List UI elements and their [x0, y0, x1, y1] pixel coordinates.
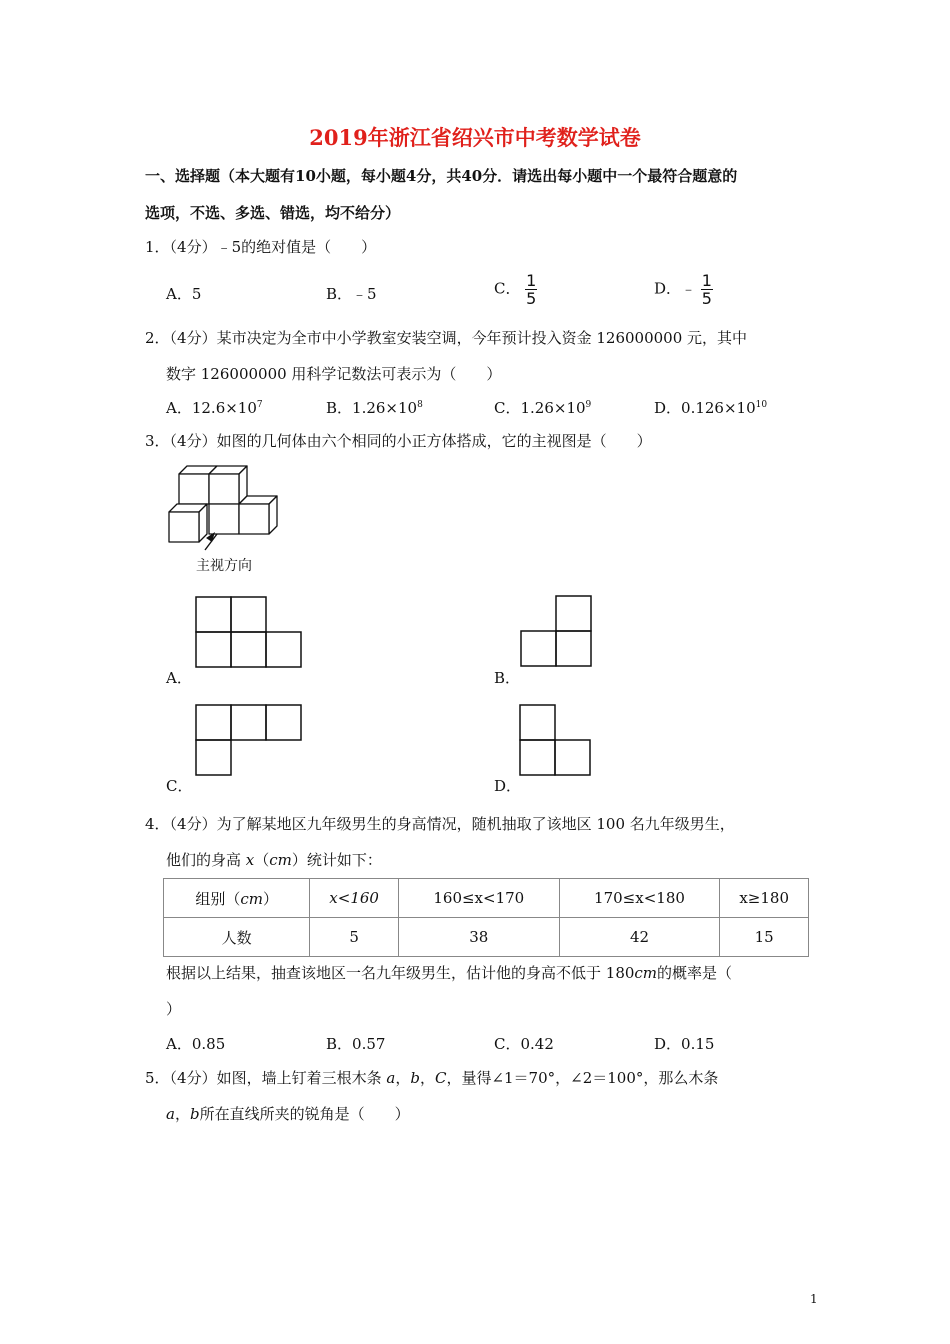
fraction-numerator: 1: [701, 271, 712, 290]
table-cell: 42: [559, 918, 720, 957]
section-heading-line2: 选项，不选、多选、错选，均不给分）: [145, 204, 401, 222]
q1-option-d-label: D．﹣: [654, 279, 697, 298]
fraction-denominator: 5: [701, 289, 712, 308]
q5-sep2: ，: [419, 1069, 435, 1087]
q2-option-d-text: D．0.126×10: [654, 399, 756, 417]
table-row: [164, 879, 809, 918]
q4-line2-text-c: ）统计如下：: [291, 851, 382, 869]
q2-option-c-text: C．1.26×10: [494, 399, 586, 417]
table-cell: 170≤x<180: [559, 879, 720, 918]
header-group-close: ）: [262, 889, 278, 908]
q5-line2-var-b: b: [189, 1105, 200, 1123]
q1-option-c-fraction: [525, 272, 537, 307]
q2-option-d: [654, 397, 767, 418]
table-cell: x<160: [310, 879, 399, 918]
q3-direction-label: 主视方向: [196, 558, 252, 574]
table-cell: 5: [310, 918, 399, 957]
q4-variable-x: x: [245, 851, 255, 869]
q4-option-b: B．0.57: [326, 1035, 386, 1053]
q1-stem: 1．（4分）﹣5的绝对值是（ ）: [145, 238, 377, 256]
q3-option-b: B．: [494, 669, 521, 687]
page-number: 1: [810, 1292, 818, 1306]
q1-option-c: [494, 272, 537, 307]
q4-line2: [166, 849, 382, 870]
document-title: 2019年浙江省绍兴市中考数学试卷: [309, 125, 641, 150]
q4-data-table: [163, 878, 809, 957]
q2-option-a: [166, 397, 263, 418]
q1-option-c-label: C．: [494, 279, 521, 298]
table-row: [164, 918, 809, 957]
q4-after-line2: ）: [166, 1000, 182, 1018]
q5-line2-sep: ，: [174, 1105, 190, 1123]
q2-option-a-text: A．12.6×10: [166, 399, 257, 417]
q2-line1: 2．（4分）某市决定为全市中小学教室安装空调，今年预计投入资金 126000000 元，其中: [145, 329, 748, 347]
q3-option-b-figure: [520, 595, 594, 668]
q1-option-d: [654, 272, 713, 307]
q4-after-unit: cm: [634, 964, 658, 982]
table-cell: 15: [720, 918, 809, 957]
q2-option-b-exponent: 8: [417, 400, 423, 410]
q5-line2-var-a: a: [166, 1105, 175, 1123]
q4-option-c: C．0.42: [494, 1035, 554, 1053]
q1-option-b: B．﹣5: [326, 285, 377, 303]
q2-option-a-exponent: 7: [256, 400, 263, 410]
q3-option-c: C．: [166, 777, 193, 795]
table-cell: x≥180: [720, 879, 809, 918]
table-cell: 160≤x<170: [398, 879, 559, 918]
q5-line1: [145, 1067, 718, 1088]
q3-option-a: A．: [166, 669, 192, 687]
q5-var-a: a: [386, 1069, 396, 1087]
q3-option-d: D．: [494, 777, 522, 795]
q2-option-c-exponent: 9: [585, 400, 592, 410]
table-cell: [164, 879, 310, 918]
table-cell: 人数: [164, 918, 310, 957]
q2-option-c: [494, 397, 591, 418]
table-cell: 38: [398, 918, 559, 957]
fraction-denominator: 5: [526, 289, 537, 308]
q2-line2: 数字 126000000 用科学记数法可表示为（ ）: [166, 365, 502, 383]
q3-option-a-figure: [195, 596, 303, 668]
q1-option-a: A．5: [166, 285, 202, 303]
q2-option-d-exponent: 10: [755, 400, 768, 410]
q1-option-d-fraction: [701, 272, 713, 307]
q5-sep1: ，: [395, 1069, 411, 1087]
q4-line1: 4．（4分）为了解某地区九年级男生的身高情况，随机抽取了该地区 100 名九年级男生，: [145, 815, 735, 833]
q5-var-b: b: [410, 1069, 420, 1087]
q5-line2-text: 所在直线所夹的锐角是（ ）: [199, 1105, 410, 1123]
q2-option-b-text: B．1.26×10: [326, 399, 418, 417]
q2-option-b: [326, 397, 423, 418]
q5-text-a: 5．（4分）如图，墙上钉着三根木条: [145, 1069, 387, 1087]
header-group-label: 组别（: [195, 889, 241, 908]
header-unit: cm: [240, 889, 263, 908]
q4-unit: cm: [269, 851, 292, 869]
q4-after-text-b: 的概率是（: [657, 964, 733, 982]
q4-after-text-a: 根据以上结果，抽查该地区一名九年级男生，估计他的身高不低于 180: [166, 964, 635, 982]
q4-line2-text-b: （: [254, 851, 270, 869]
q3-stem: 3．（4分）如图的几何体由六个相同的小正方体搭成，它的主视图是（ ）: [145, 432, 652, 450]
fraction-numerator: 1: [526, 271, 537, 290]
q4-option-d: D．0.15: [654, 1035, 715, 1053]
q3-option-d-figure: [519, 704, 593, 777]
q5-text-b: ，量得∠1＝70°，∠2＝100°，那么木条: [446, 1069, 719, 1087]
q3-option-c-figure: [195, 704, 303, 777]
q4-after-line1: [166, 962, 732, 983]
q5-line2: [166, 1103, 410, 1124]
section-heading-line1: 一、选择题（本大题有10小题，每小题4分，共40分．请选出每小题中一个最符合题意的: [145, 167, 738, 185]
q4-option-a: A．0.85: [166, 1035, 226, 1053]
q5-var-c: C: [434, 1069, 447, 1087]
q4-line2-text-a: 他们的身高: [166, 851, 246, 869]
q3-solid-figure: [165, 462, 285, 552]
